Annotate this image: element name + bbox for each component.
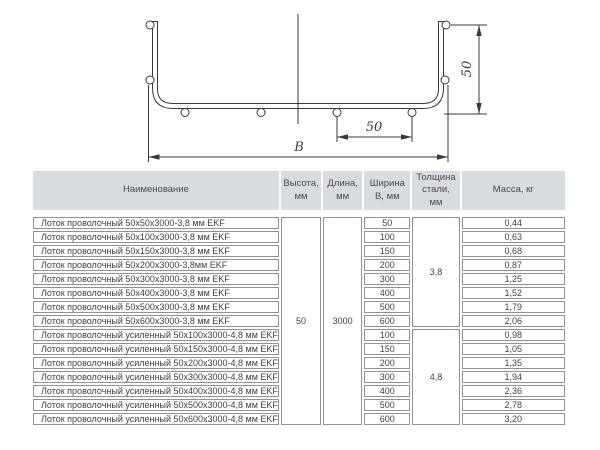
width-cell: 600 <box>364 413 410 425</box>
width-cell: 300 <box>364 273 410 285</box>
mass-cell: 1,25 <box>462 273 565 285</box>
product-name-cell: Лоток проволочный 50х150х3000-3,8 мм EKF <box>33 245 279 257</box>
arrowhead <box>476 25 481 36</box>
mass-cell: 2,78 <box>462 399 565 411</box>
mass-cell: 0,68 <box>462 245 565 257</box>
arrowhead <box>149 154 160 159</box>
mass-cell: 0,87 <box>462 259 565 271</box>
product-name-cell: Лоток проволочный 50х500х3000-3,8 мм EKF <box>33 301 279 313</box>
product-name-cell: Лоток проволочный 50х200х3000-3,8мм EKF <box>33 259 279 271</box>
product-name-cell: Лоток проволочный 50х400х3000-3,8 мм EKF <box>33 287 279 299</box>
product-name-cell: Лоток проволочный 50х300х3000-3,8 мм EKF <box>33 273 279 285</box>
wire-section-bottom-1 <box>181 109 189 117</box>
wire-section-bottom-2 <box>257 109 265 117</box>
width-cell: 150 <box>364 245 410 257</box>
arrowhead <box>337 134 348 139</box>
tray-cross-section-diagram <box>0 0 600 170</box>
product-name-cell: Лоток проволочный усиленный 50х600х3000-4,8 мм EKF <box>33 413 279 425</box>
product-name-cell: Лоток проволочный усиленный 50х300х3000-4,8 мм EKF <box>33 371 279 383</box>
dim-label-width-b: B <box>294 140 304 155</box>
wire-section-left-mid <box>146 76 154 84</box>
col-header-mass: Масса, кг <box>462 171 565 215</box>
mass-cell: 0,44 <box>462 217 565 229</box>
product-name-cell: Лоток проволочный усиленный 50х200х3000-4,8 мм EKF <box>33 357 279 369</box>
height-cell: 50 <box>281 217 321 425</box>
col-header-length: Длина, мм <box>323 171 362 215</box>
mass-cell: 0,98 <box>462 329 565 341</box>
width-cell: 100 <box>364 329 410 341</box>
width-cell: 50 <box>364 217 410 229</box>
wire-section-right-top <box>442 21 450 29</box>
product-name-cell: Лоток проволочный 50х100х3000-3,8 мм EKF <box>33 231 279 243</box>
wire-section-bottom-3 <box>333 109 341 117</box>
length-cell: 3000 <box>323 217 362 425</box>
width-cell: 600 <box>364 315 410 327</box>
col-header-thickness: Толщина стали, мм <box>412 171 459 215</box>
table-row <box>33 217 565 229</box>
mass-cell: 0,63 <box>462 231 565 243</box>
mass-cell: 3,20 <box>462 413 565 425</box>
mass-cell: 2,06 <box>462 315 565 327</box>
mass-cell: 1,94 <box>462 371 565 383</box>
product-name-cell: Лоток проволочный усиленный 50х400х3000-4,8 мм EKF <box>33 385 279 397</box>
width-cell: 150 <box>364 343 410 355</box>
width-cell: 100 <box>364 231 410 243</box>
col-header-name: Наименование <box>33 171 279 215</box>
product-name-cell: Лоток проволочный 50х50х3000-3,8 мм EKF <box>33 217 279 229</box>
wire-section-left-top <box>146 21 154 29</box>
mass-cell: 1,52 <box>462 287 565 299</box>
wire-section-bottom-4 <box>408 109 416 117</box>
spec-table <box>31 169 567 427</box>
width-cell: 400 <box>364 385 410 397</box>
width-cell: 400 <box>364 287 410 299</box>
col-header-height: Высота, мм <box>281 171 321 215</box>
width-cell: 500 <box>364 301 410 313</box>
width-cell: 500 <box>364 399 410 411</box>
arrowhead <box>476 103 481 114</box>
header-row <box>33 171 565 215</box>
wire-section-right-mid <box>441 76 449 84</box>
mass-cell: 2,36 <box>462 385 565 397</box>
thickness-cell: 4,8 <box>412 329 459 425</box>
mass-cell: 1,79 <box>462 301 565 313</box>
width-cell: 200 <box>364 259 410 271</box>
width-cell: 300 <box>364 371 410 383</box>
arrowhead <box>401 134 412 139</box>
product-name-cell: Лоток проволочный 50х600х3000-3,8 мм EKF <box>33 315 279 327</box>
dim-label-side-height: 50 <box>460 60 475 78</box>
arrowhead <box>437 154 448 159</box>
thickness-cell: 3,8 <box>412 217 459 327</box>
product-name-cell: Лоток проволочный усиленный 50х100х3000-4,8 мм EKF <box>33 329 279 341</box>
product-name-cell: Лоток проволочный усиленный 50х150х3000-4,8 мм EKF <box>33 343 279 355</box>
product-name-cell: Лоток проволочный усиленный 50х500х3000-4,8 мм EKF <box>33 399 279 411</box>
mass-cell: 1,05 <box>462 343 565 355</box>
dim-label-wire-spacing: 50 <box>365 120 383 135</box>
width-cell: 200 <box>364 357 410 369</box>
mass-cell: 1,35 <box>462 357 565 369</box>
col-header-width: Ширина В, мм <box>364 171 410 215</box>
